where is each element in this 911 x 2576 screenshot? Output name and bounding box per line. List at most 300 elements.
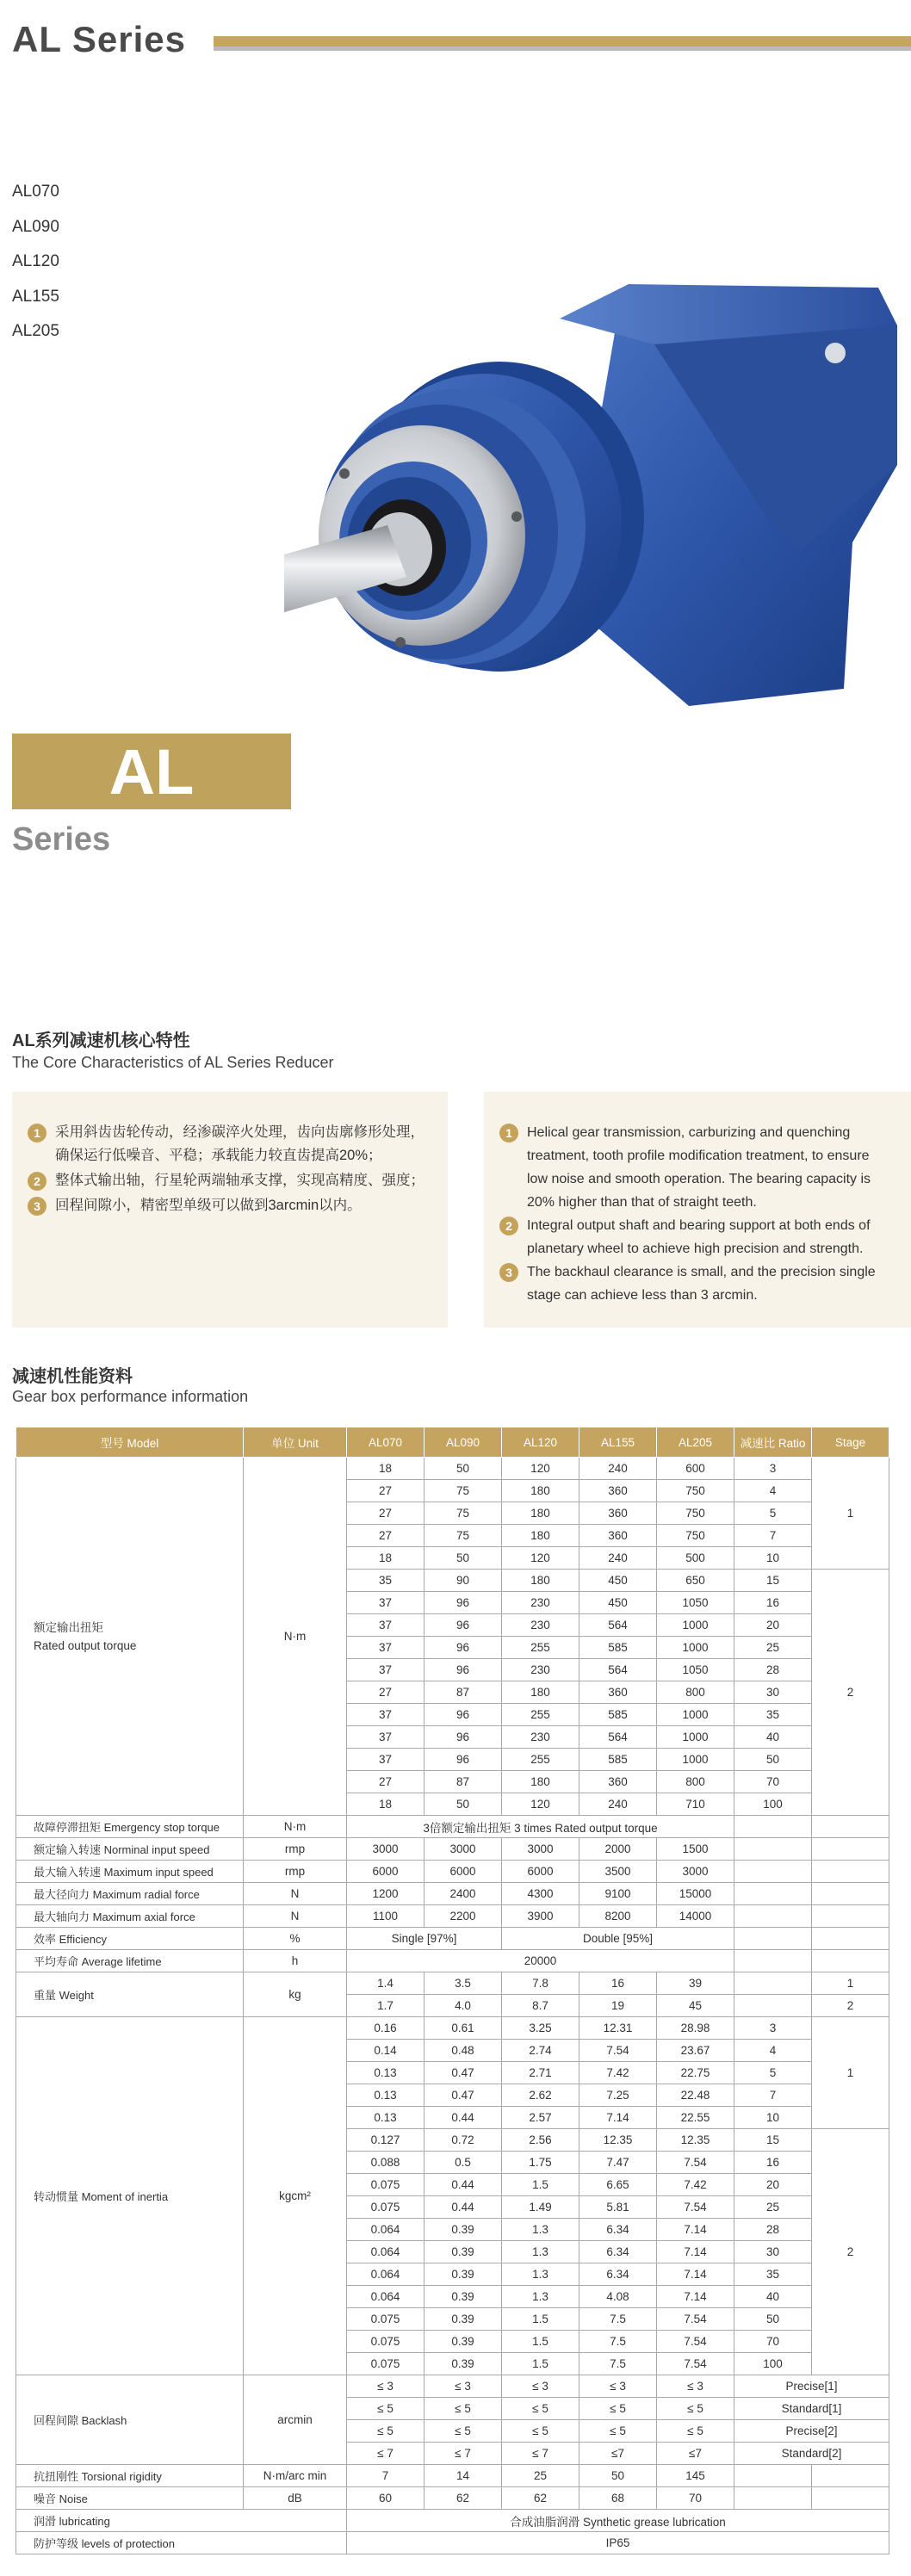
table-cell: 70 <box>734 2331 812 2353</box>
table-cell: 15 <box>734 1570 812 1592</box>
row-label-cell: 平均寿命 Average lifetime <box>16 1950 244 1972</box>
table-cell: 2.62 <box>502 2084 579 2107</box>
table-cell: 15000 <box>657 1883 734 1905</box>
table-cell: 1200 <box>347 1883 425 1905</box>
table-cell: 7.5 <box>579 2353 657 2375</box>
table-cell: 0.44 <box>425 2107 502 2129</box>
table-cell: 0.39 <box>425 2353 502 2375</box>
table-cell: 10 <box>734 1547 812 1570</box>
table-cell: 96 <box>425 1704 502 1726</box>
table-cell: 240 <box>579 1458 657 1480</box>
table-cell <box>812 1816 889 1838</box>
table-cell: 2400 <box>425 1883 502 1905</box>
table-cell: 1500 <box>657 1838 734 1861</box>
table-cell: 70 <box>657 2487 734 2510</box>
table-cell: 230 <box>502 1659 579 1681</box>
gearbox-product-image <box>284 258 911 740</box>
table-cell: 2.56 <box>502 2129 579 2152</box>
table-cell: 7 <box>347 2465 425 2487</box>
table-cell: 145 <box>657 2465 734 2487</box>
stage-cell: 2 <box>812 1995 889 2017</box>
model-item: AL090 <box>12 217 59 236</box>
table-cell: 4.08 <box>579 2286 657 2308</box>
row-label-cell: 润滑 lubricating <box>16 2510 347 2532</box>
table-cell: 6000 <box>502 1861 579 1883</box>
row-label-cell: 最大轴向力 Maximum axial force <box>16 1905 244 1928</box>
table-cell <box>812 2465 889 2487</box>
table-cell: ≤ 5 <box>425 2398 502 2420</box>
model-item: AL155 <box>12 287 59 306</box>
table-cell: 62 <box>502 2487 579 2510</box>
feature-text: Integral output shaft and bearing support at both ends of planetary wheel to achieve high precision and strength. <box>527 1218 871 1256</box>
table-cell: 7.54 <box>657 2331 734 2353</box>
table-cell: 180 <box>502 1480 579 1502</box>
unit-cell: N·m <box>244 1458 347 1816</box>
table-header-cell: AL070 <box>347 1427 425 1458</box>
table-cell: 0.72 <box>425 2129 502 2152</box>
table-cell: 4.0 <box>425 1995 502 2017</box>
table-cell: 100 <box>734 1793 812 1816</box>
table-cell <box>734 1861 812 1883</box>
table-cell: 75 <box>425 1502 502 1525</box>
product-label-block: AL <box>12 734 291 809</box>
table-cell: 585 <box>579 1704 657 1726</box>
table-cell <box>734 2487 812 2510</box>
table-cell: 37 <box>347 1704 425 1726</box>
table-cell: ≤ 5 <box>502 2398 579 2420</box>
table-cell: Precise[2] <box>734 2420 889 2443</box>
table-cell: 1.5 <box>502 2308 579 2331</box>
stage-cell: 1 <box>812 1458 889 1570</box>
table-cell: 2.71 <box>502 2062 579 2084</box>
table-cell: 10 <box>734 2107 812 2129</box>
number-badge: 2 <box>499 1217 518 1235</box>
table-cell: 37 <box>347 1637 425 1659</box>
table-cell: 50 <box>425 1458 502 1480</box>
table-cell: 50 <box>579 2465 657 2487</box>
feature-item <box>28 1194 429 1217</box>
table-cell: 0.13 <box>347 2062 425 2084</box>
table-cell: 37 <box>347 1749 425 1771</box>
table-cell: 800 <box>657 1681 734 1704</box>
table-cell: 3000 <box>502 1838 579 1861</box>
table-cell: 7.42 <box>579 2062 657 2084</box>
table-cell: 1000 <box>657 1726 734 1749</box>
table-cell: 39 <box>657 1972 734 1995</box>
table-cell: 1000 <box>657 1614 734 1637</box>
table-cell: 25 <box>502 2465 579 2487</box>
table-cell: 96 <box>425 1659 502 1681</box>
table-header-cell: 单位 Unit <box>244 1427 347 1458</box>
table-cell: 3000 <box>347 1838 425 1861</box>
table-cell: 1.3 <box>502 2286 579 2308</box>
model-item: AL120 <box>12 252 59 270</box>
unit-cell: % <box>244 1928 347 1950</box>
table-cell: 28 <box>734 2219 812 2241</box>
table-cell: 7.8 <box>502 1972 579 1995</box>
table-row <box>16 2510 889 2532</box>
table-cell: 1.5 <box>502 2174 579 2196</box>
table-cell: 0.064 <box>347 2241 425 2263</box>
table-cell: 45 <box>657 1995 734 2017</box>
table-cell: 1.7 <box>347 1995 425 2017</box>
table-cell: 3 <box>734 2017 812 2040</box>
table-cell: 27 <box>347 1502 425 1525</box>
table-cell: ≤ 7 <box>425 2443 502 2465</box>
table-cell: 7.25 <box>579 2084 657 2107</box>
table-cell: 18 <box>347 1458 425 1480</box>
table-cell: 255 <box>502 1637 579 1659</box>
table-cell: ≤ 3 <box>502 2375 579 2398</box>
table-cell: 7 <box>734 1525 812 1547</box>
table-cell: 1.5 <box>502 2353 579 2375</box>
table-cell: 360 <box>579 1771 657 1793</box>
table-cell: 40 <box>734 2286 812 2308</box>
table-cell: 0.39 <box>425 2219 502 2241</box>
table-cell <box>734 1972 812 1995</box>
table-cell: 240 <box>579 1793 657 1816</box>
table-cell: 230 <box>502 1614 579 1637</box>
row-label-cell: 额定输入转速 Norminal input speed <box>16 1838 244 1861</box>
table-cell: 27 <box>347 1681 425 1704</box>
table-cell: 0.39 <box>425 2286 502 2308</box>
table-cell: 0.47 <box>425 2062 502 2084</box>
core-title-cn: AL系列减速机核心特性 <box>12 1031 190 1050</box>
table-cell: 28.98 <box>657 2017 734 2040</box>
table-cell <box>812 1950 889 1972</box>
table-cell: 50 <box>734 2308 812 2331</box>
stage-cell: 1 <box>812 1972 889 1995</box>
table-cell: 35 <box>734 2263 812 2286</box>
table-cell: ≤ 3 <box>657 2375 734 2398</box>
table-cell: 28 <box>734 1659 812 1681</box>
title-accent-bar-gray <box>214 46 911 51</box>
table-row <box>16 1928 889 1950</box>
table-cell: 12.35 <box>657 2129 734 2152</box>
table-cell: 2.74 <box>502 2040 579 2062</box>
table-cell: 5 <box>734 2062 812 2084</box>
model-item: AL205 <box>12 322 59 340</box>
table-cell: ≤ 5 <box>657 2398 734 2420</box>
table-cell: 585 <box>579 1749 657 1771</box>
table-cell <box>734 1950 812 1972</box>
table-cell: 1050 <box>657 1592 734 1614</box>
unit-cell: rmp <box>244 1861 347 1883</box>
table-cell: 1.3 <box>502 2263 579 2286</box>
row-label-cell: 最大径向力 Maximum radial force <box>16 1883 244 1905</box>
table-cell: 75 <box>425 1525 502 1547</box>
row-label-cell: 防护等级 levels of protection <box>16 2532 347 2554</box>
table-cell: Standard[1] <box>734 2398 889 2420</box>
table-cell: 70 <box>734 1771 812 1793</box>
number-badge: 1 <box>499 1124 518 1142</box>
table-cell: 14 <box>425 2465 502 2487</box>
table-cell: ≤ 5 <box>347 2420 425 2443</box>
table-cell: 0.075 <box>347 2353 425 2375</box>
table-cell: 15 <box>734 2129 812 2152</box>
table-cell: 1000 <box>657 1637 734 1659</box>
table-cell: 4 <box>734 2040 812 2062</box>
table-header-cell: AL120 <box>502 1427 579 1458</box>
table-cell: ≤ 5 <box>657 2420 734 2443</box>
table-cell: 4300 <box>502 1883 579 1905</box>
table-header-row <box>16 1427 889 1458</box>
table-cell: ≤ 5 <box>579 2398 657 2420</box>
table-cell: 18 <box>347 1793 425 1816</box>
table-cell: 0.39 <box>425 2263 502 2286</box>
table-cell: 0.44 <box>425 2174 502 2196</box>
table-cell: 3900 <box>502 1905 579 1928</box>
table-cell: ≤ 3 <box>579 2375 657 2398</box>
table-row <box>16 1861 889 1883</box>
table-cell: 564 <box>579 1614 657 1637</box>
table-header-cell: Stage <box>812 1427 889 1458</box>
table-cell: 7.5 <box>579 2308 657 2331</box>
table-header-cell: AL205 <box>657 1427 734 1458</box>
features-en-panel <box>484 1092 911 1328</box>
table-cell: ≤ 5 <box>579 2420 657 2443</box>
table-cell: 90 <box>425 1570 502 1592</box>
table-cell: 0.075 <box>347 2331 425 2353</box>
table-row <box>16 1458 889 1480</box>
performance-table <box>15 1427 889 2554</box>
table-cell: 7.14 <box>657 2219 734 2241</box>
table-cell: 6.34 <box>579 2219 657 2241</box>
table-cell <box>734 1905 812 1928</box>
table-cell: 450 <box>579 1592 657 1614</box>
performance-title-en: Gear box performance information <box>12 1388 249 1405</box>
product-series-label: Series <box>12 821 111 858</box>
table-cell: 35 <box>347 1570 425 1592</box>
table-cell: 1000 <box>657 1749 734 1771</box>
table-cell: 255 <box>502 1704 579 1726</box>
table-cell: 8200 <box>579 1905 657 1928</box>
table-cell: 0.47 <box>425 2084 502 2107</box>
table-cell: 25 <box>734 2196 812 2219</box>
table-cell: 25 <box>734 1637 812 1659</box>
table-cell: 16 <box>734 2152 812 2174</box>
table-cell: 14000 <box>657 1905 734 1928</box>
table-cell: 60 <box>347 2487 425 2510</box>
feature-item <box>28 1121 429 1167</box>
table-cell: 37 <box>347 1726 425 1749</box>
table-cell: 750 <box>657 1480 734 1502</box>
table-cell: 50 <box>425 1547 502 1570</box>
table-cell: Single [97%] <box>347 1928 502 1950</box>
table-cell: 22.55 <box>657 2107 734 2129</box>
table-cell: 180 <box>502 1525 579 1547</box>
table-cell: 750 <box>657 1502 734 1525</box>
table-cell: 68 <box>579 2487 657 2510</box>
table-cell: ≤ 5 <box>347 2398 425 2420</box>
table-cell <box>812 1883 889 1905</box>
table-cell: 3倍额定输出扭矩 3 times Rated output torque <box>347 1816 734 1838</box>
table-cell: 450 <box>579 1570 657 1592</box>
table-cell: 23.67 <box>657 2040 734 2062</box>
table-cell: 3500 <box>579 1861 657 1883</box>
table-cell: ≤ 7 <box>347 2443 425 2465</box>
unit-cell: arcmin <box>244 2375 347 2465</box>
table-cell: 7.5 <box>579 2331 657 2353</box>
table-cell: 1.49 <box>502 2196 579 2219</box>
table-cell: 20 <box>734 1614 812 1637</box>
table-cell: 7.47 <box>579 2152 657 2174</box>
table-cell: 0.44 <box>425 2196 502 2219</box>
table-cell <box>812 1905 889 1928</box>
table-cell: 7.14 <box>657 2241 734 2263</box>
row-label-cell: 最大输入转速 Maximum input speed <box>16 1861 244 1883</box>
table-cell: 7.54 <box>657 2152 734 2174</box>
table-cell: 6.65 <box>579 2174 657 2196</box>
stage-cell: 1 <box>812 2017 889 2129</box>
table-cell: 7.54 <box>579 2040 657 2062</box>
table-cell: 75 <box>425 1480 502 1502</box>
table-cell: 3.5 <box>425 1972 502 1995</box>
table-cell: 1.3 <box>502 2241 579 2263</box>
model-list <box>12 183 59 357</box>
table-cell <box>812 2487 889 2510</box>
table-cell <box>734 1995 812 2017</box>
table-cell: 27 <box>347 1771 425 1793</box>
features-cn-panel <box>12 1092 448 1328</box>
table-cell: ≤7 <box>579 2443 657 2465</box>
table-cell: 650 <box>657 1570 734 1592</box>
table-cell: Standard[2] <box>734 2443 889 2465</box>
page-title: AL Series <box>12 19 186 59</box>
table-cell: 800 <box>657 1771 734 1793</box>
table-cell: 180 <box>502 1681 579 1704</box>
table-cell: 7.54 <box>657 2308 734 2331</box>
table-header-cell: AL090 <box>425 1427 502 1458</box>
unit-cell: h <box>244 1950 347 1972</box>
table-cell: 5 <box>734 1502 812 1525</box>
table-row <box>16 2375 889 2398</box>
table-cell: 0.127 <box>347 2129 425 2152</box>
feature-text: 回程间隙小，精密型单级可以做到3arcmin以内。 <box>55 1198 362 1213</box>
table-cell: 0.075 <box>347 2174 425 2196</box>
table-row <box>16 1950 889 1972</box>
table-cell: 22.48 <box>657 2084 734 2107</box>
row-label-cell: 抗扭刚性 Torsional rigidity <box>16 2465 244 2487</box>
table-cell: 37 <box>347 1659 425 1681</box>
table-cell: 8.7 <box>502 1995 579 2017</box>
feature-item <box>499 1214 892 1260</box>
table-cell <box>812 1928 889 1950</box>
table-cell: 12.35 <box>579 2129 657 2152</box>
row-label-cell: 效率 Efficiency <box>16 1928 244 1950</box>
performance-title-cn: 减速机性能资料 <box>12 1367 133 1386</box>
table-cell: 40 <box>734 1726 812 1749</box>
table-cell: 12.31 <box>579 2017 657 2040</box>
table-cell: ≤7 <box>657 2443 734 2465</box>
table-cell: 180 <box>502 1771 579 1793</box>
row-label-cell: 重量 Weight <box>16 1972 244 2017</box>
table-cell: IP65 <box>347 2532 889 2554</box>
table-cell: 0.48 <box>425 2040 502 2062</box>
table-cell: 30 <box>734 2241 812 2263</box>
unit-cell: dB <box>244 2487 347 2510</box>
unit-cell: N <box>244 1905 347 1928</box>
table-cell: 7.14 <box>579 2107 657 2129</box>
feature-item <box>28 1169 429 1192</box>
table-row <box>16 1905 889 1928</box>
table-cell: 96 <box>425 1637 502 1659</box>
table-cell: 0.61 <box>425 2017 502 2040</box>
table-cell: 750 <box>657 1525 734 1547</box>
row-label-cell: 回程间隙 Backlash <box>16 2375 244 2465</box>
table-cell: ≤ 3 <box>347 2375 425 2398</box>
table-cell: 19 <box>579 1995 657 2017</box>
table-cell: 180 <box>502 1570 579 1592</box>
table-cell: 0.39 <box>425 2241 502 2263</box>
table-cell: 100 <box>734 2353 812 2375</box>
title-accent-bar <box>214 36 911 46</box>
feature-text: 整体式输出轴，行星轮两端轴承支撑，实现高精度、强度； <box>55 1173 425 1188</box>
table-cell: 62 <box>425 2487 502 2510</box>
number-badge: 2 <box>28 1172 46 1191</box>
table-cell: 合成油脂润滑 Synthetic grease lubrication <box>347 2510 889 2532</box>
table-cell: 1050 <box>657 1659 734 1681</box>
table-cell: Precise[1] <box>734 2375 889 2398</box>
table-cell: 4 <box>734 1480 812 1502</box>
table-row <box>16 1838 889 1861</box>
table-cell: 96 <box>425 1614 502 1637</box>
number-badge: 1 <box>28 1124 46 1142</box>
unit-cell: kgcm² <box>244 2017 347 2375</box>
number-badge: 3 <box>28 1197 46 1216</box>
table-cell: 120 <box>502 1793 579 1816</box>
table-cell: 27 <box>347 1480 425 1502</box>
table-cell: 1100 <box>347 1905 425 1928</box>
table-cell: 0.088 <box>347 2152 425 2174</box>
table-cell: 2000 <box>579 1838 657 1861</box>
unit-cell: rmp <box>244 1838 347 1861</box>
table-cell: 50 <box>734 1749 812 1771</box>
table-row <box>16 1816 889 1838</box>
table-cell: 7.14 <box>657 2263 734 2286</box>
table-cell: 37 <box>347 1614 425 1637</box>
table-row <box>16 1972 889 1995</box>
feature-text: Helical gear transmission, carburizing and quenching treatment, tooth profile modification treatment, to ensure low noise and smooth operation. The bearing capacity is 20% higher than that of straight teeth. <box>527 1125 871 1210</box>
table-cell <box>734 1838 812 1861</box>
table-cell: 120 <box>502 1547 579 1570</box>
table-cell: 35 <box>734 1704 812 1726</box>
table-cell: 87 <box>425 1771 502 1793</box>
unit-cell: N·m <box>244 1816 347 1838</box>
feature-item <box>499 1121 892 1214</box>
table-cell: 6.34 <box>579 2241 657 2263</box>
table-cell: 1000 <box>657 1704 734 1726</box>
table-cell: 564 <box>579 1726 657 1749</box>
table-cell: 230 <box>502 1726 579 1749</box>
table-row <box>16 2532 889 2554</box>
stage-cell: 2 <box>812 1570 889 1816</box>
table-cell <box>734 1816 812 1838</box>
table-cell: 255 <box>502 1749 579 1771</box>
feature-text: The backhaul clearance is small, and the precision single stage can achieve less than 3 arcmin. <box>527 1265 876 1303</box>
table-cell: 7 <box>734 2084 812 2107</box>
row-label-cell: 故障停滞扭矩 Emergency stop torque <box>16 1816 244 1838</box>
table-cell: 0.16 <box>347 2017 425 2040</box>
feature-text: 采用斜齿齿轮传动，经渗碳淬火处理，齿向齿廓修形处理，确保运行低噪音、平稳；承载能力较直齿提高20%； <box>55 1124 425 1163</box>
table-cell <box>734 1883 812 1905</box>
table-cell: 360 <box>579 1502 657 1525</box>
row-label-cell: 转动惯量 Moment of inertia <box>16 2017 244 2375</box>
table-cell: 0.13 <box>347 2084 425 2107</box>
table-cell: 20000 <box>347 1950 734 1972</box>
feature-item <box>499 1260 892 1307</box>
table-cell: ≤ 3 <box>425 2375 502 2398</box>
